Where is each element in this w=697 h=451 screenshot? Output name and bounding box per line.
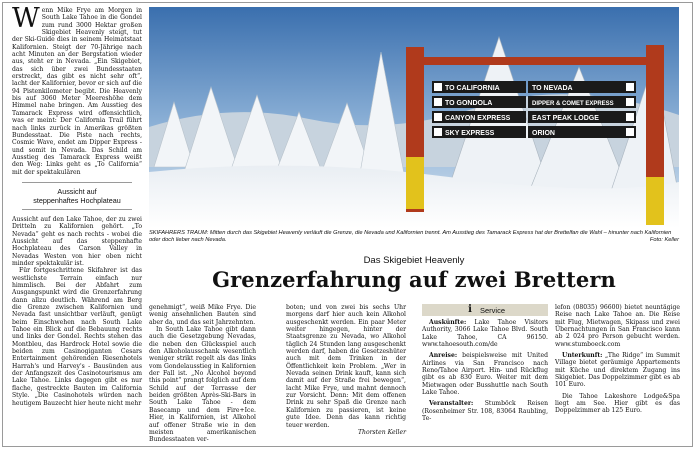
info-icon: i [468, 304, 472, 315]
photo-caption [149, 230, 679, 244]
service-entry-text: Stumböck Reisen (Rosenheimer Str. 108, 83064 Raubling, Te- [422, 400, 548, 423]
sign-right-2: EAST PEAK LODGE [532, 115, 599, 122]
service-entry [555, 352, 680, 389]
sign-left-3: SKY EXPRESS [445, 130, 495, 137]
sign-left-0: TO CALIFORNIA [445, 85, 500, 92]
service-entry-text: Die Tahoe Lakeshore Lodge&Spa liegt am See. Hier gibt es das Doppelzimmer ab 125 Euro. [555, 392, 680, 415]
article-photo [149, 7, 679, 228]
service-entry-label: Unterkunft: [562, 352, 603, 360]
sign-right-3: ORION [532, 130, 555, 137]
sign-left-2: CANYON EXPRESS [445, 115, 511, 122]
service-title: Service [479, 305, 505, 315]
service-entry-label: Auskünfte: [429, 319, 467, 326]
service-entry [422, 319, 548, 348]
photo-credit: Foto: Keller [649, 237, 679, 244]
left-column [12, 3, 142, 407]
snowy-signpost-photo [149, 7, 679, 228]
service-column-continued [555, 304, 680, 419]
column-2-text: genehmigt“, weiß Mike Frye. Die wenig ansehnlichen Bauten sind aber da, und das seit Jahrzehnten. [149, 304, 256, 326]
lead-paragraph [12, 3, 142, 176]
service-entry-text: Lake Tahoe Visitors Authority, 3066 Lake Tahoe Blvd. South Lake Tahoe, CA 96150. www.tahoesouth.com/de [422, 319, 548, 349]
service-continued-text: lefon (08035) 96600) bietet neuntägige Reise nach Lake Tahoe an. Die Reise mit Flug, Mietwagen, Skipass und zwei Übernachtungen in San Francisco kann ab 2 024 pro Person gebucht werden. www.stumboeck.com [555, 304, 680, 348]
article-kicker: Das Skigebiet Heavenly [363, 255, 465, 266]
service-entry-text: beispielsweise mit United Airlines via San Francisco nach Reno/Tahoe Airport. Hin- und Rückflug gibt es ab 830 Euro. Weiter mit dem Mietwagen oder Busshuttle nach South Lake Tahoe. [422, 352, 549, 397]
continued-paragraph-2: Für fortgeschrittene Skifahrer ist das westlichste Terrain einfach nur himmlisch. Bei der Abfahrt zum Ausgangspunkt wird die Grenzerfahrung dann allzu deutlich. Während am Berg die Grenze zwischen Kalifornien und Nevada fast unsichtbar verläuft, genügt beim Einschwehen nach South Lake Tahoe ein Blick auf die Bebauung rechts und links der Gondel. Rechts stehen das Montbleu, das Hardrock Hotel sowie die beiden zum Casinogiganten Cesars Entertainment gehörenden Riesenhotels Harrah's und Harvey's - Bausünden aus der Anfangszeit des Casinotourismus am Lake Tahoe. Links dagegen gibt es nur flache, gestreckte Bauten im California Style. „Die Casinohotels würden nach heutigem Bauzecht hier heute nicht mehr [12, 267, 142, 407]
service-box [422, 304, 548, 426]
service-header [422, 304, 548, 316]
service-entry [422, 400, 548, 422]
sign-left-1: TO GONDOLA [445, 100, 493, 107]
pull-quote-line1: Aussicht auf [57, 186, 97, 196]
pull-quote-line2: steppenhaftes Hochplateau [33, 195, 121, 205]
continued-paragraph: Aussicht auf den Lake Tahoe, der zu zwei Dritteln zu Kalifornien gehört. „To Nevada“ geht es nach rechts - wobei die Aussicht auf das steppenhafte Hochplateau des Carson Valley in Nevadas Westen von hier oben nicht minder spektakulär ist. [12, 215, 142, 267]
caption-text: SKIFAHRERS TRAUM: Mitten durch das Skigebiet Heavenly verläuft die Grenze, die Nevada und Kalifornien trennt. Am Ausstieg des Tamarack Express hat der Brettelfan die Wahl – hinunter nach Kalifornien oder doch lieber nach Nevada. [149, 230, 672, 244]
column-2-text-b: In South Lake Tahoe gibt dann auch die Gesetzgebung Nevadas, die neben den Glücksspiel auch den Alkoholausschank wesentlich weniger strikt regelt als das links vom Gondelausstieg in Kalifornien der Fall ist. „No Alcohol beyond this point“ prangt folglich auf dem Schild auf der Terrasse der beiden größten Après-Ski-Bars in South Lake Tahoe - dem Basecamp und dem Fire+Ice. Hier, in Kalifornien, ist Alkohol auf offener Straße wie in den meisten amerikanischen Bundesstaaten ver- [149, 326, 256, 444]
article-column-3 [286, 304, 406, 436]
lead-text: enn Mike Frye am Morgen in South Lake Tahoe in die Gondel zum rund 3000 Hektar großen Skigebiet Heavenly steigt, tut der Ski-Guide dies in seinem Heimatstaat Kalifornien. Steigt der 70-Jährige nach acht Minuten an der Bergstation wieder aus, steht er in Nevada. „Ein Skigebiet, das sich über zwei Bundesstaaten erstreckt, das gibt es nicht sehr oft“, lacht der Kalifornier, bevor er sich auf die 94 Pistenkilometer begibt. Die Heavenly bis auf 3060 Meter Meereshöhe dem Himmel nahe bringen. Am Ausstieg des Tamarack Express wird offensichtlich, was er meint: Der California Trail führt nach links zurück in Amerikas größten Bundesstaat. Die Piste nach rechts, Cosmic Wave, endet am Dipper Express - und somit in Nevada. Das Schild am Ausstieg des Tamarack Express weißt den Weg: Links geht es „To California“ mit der spektakulären [12, 7, 142, 176]
column-3-text: boten; und von zwei bis sechs Uhr morgens darf hier auch kein Alkohol ausgeschenkt werden. Ein paar Meter weiter hingegen, hinter der Staatsgrenze zu Nevada, wo Alkohol täglich 24 Stunden lang ausgeschenkt werden darf, haben die Gesetzeshüter auch mit dem Trinken in der Öffentlichkeit kein Problem. „Wer in Nevada seinen Drink kauft, kann sich damit auf der Straße frei bewegen“, lacht Mike Frye, und mahnt dennoch zur Vorsicht. Denn: Mit dem offenen Drink zu sehr Spaß die Grenze nach Kalifornien zu passieren, ist keine gute Idee. Denn das kann richtig teuer werden. [286, 304, 406, 429]
service-entry-label: Anreise: [429, 352, 458, 360]
article-headline: Grenzerfahrung auf zwei Brettern [212, 267, 616, 292]
article-column-2 [149, 304, 256, 444]
author-signature: Thorsten Keller [357, 428, 406, 436]
sign-right-0: TO NEVADA [532, 85, 573, 92]
service-entry [555, 393, 680, 415]
dropcap: W [12, 3, 40, 34]
service-entry-text: „The Ridge“ im Summit Village bietet geräumige Appartements mit Küche und direktem Zugang ins Skigebiet. Das Doppelzimmer gibt es ab 101 Euro. [555, 352, 681, 389]
service-entry-label: Veranstalter: [429, 400, 474, 408]
sign-right-1: DIPPER & COMET EXPRESS [532, 101, 614, 107]
service-entry [422, 352, 548, 396]
pull-quote [22, 182, 132, 210]
